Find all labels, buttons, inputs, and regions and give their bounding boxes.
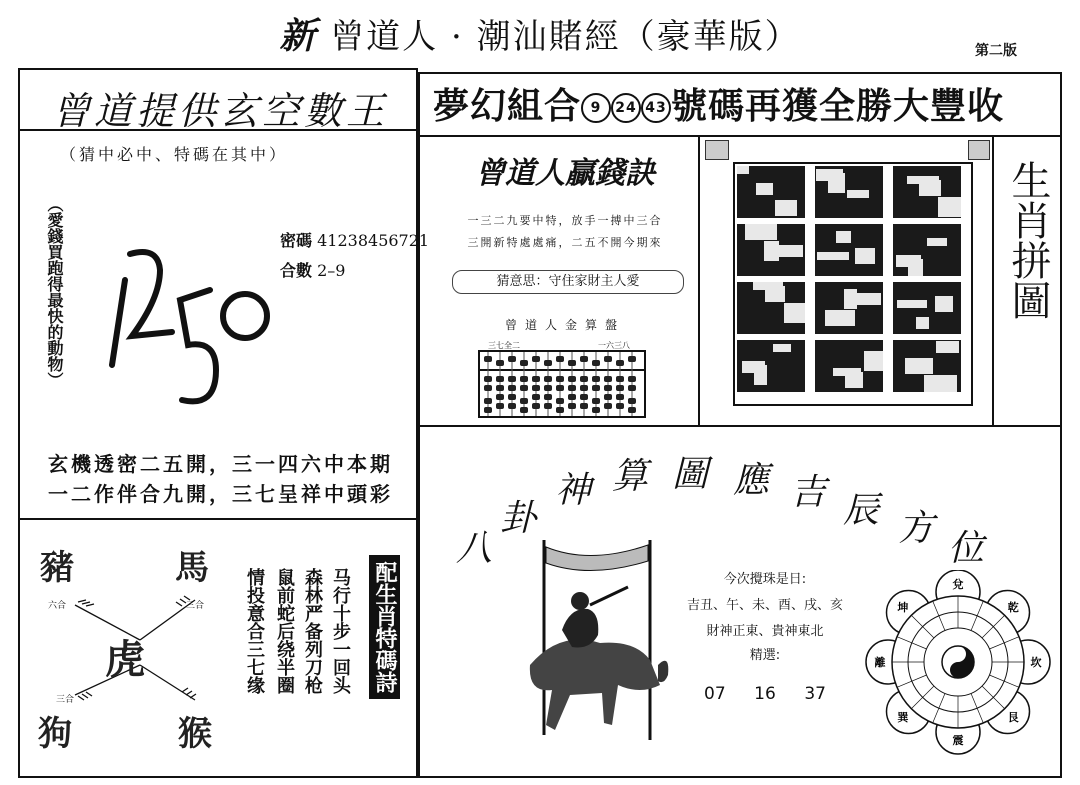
trigram-label: 坎 (1030, 656, 1042, 669)
pick-number-1: 07 (704, 684, 726, 704)
bagua-title-char: 應 (733, 460, 770, 501)
riddle-box: 猜意思：守住家財主人愛 (452, 270, 684, 294)
trigram-label: 兌 (952, 578, 964, 591)
bagua-title-char: 方 (898, 508, 935, 549)
trigram-label: 震 (952, 734, 964, 747)
label-liuhe: 六合 (48, 601, 67, 611)
puzzle-corner-left (705, 140, 729, 160)
new-mark: 新 (279, 15, 318, 57)
winning-title: 曾道人贏錢訣 (475, 156, 655, 191)
zodiac-horse: 馬 (175, 548, 209, 588)
poem-column-1: 马行十步一回头 (330, 568, 351, 694)
combo-number-1: 9 (581, 93, 611, 123)
puzzle-divider (992, 135, 994, 425)
zodiac-dog: 狗 (38, 714, 72, 754)
left-verse-divider (18, 518, 418, 520)
gods-direction: 財神正東、貴神東北 (706, 624, 824, 639)
puzzle-piece (815, 166, 883, 218)
trigram-label: 乾 (1007, 600, 1019, 614)
puzzle-piece (815, 340, 883, 392)
label-sanhe-bottom: 三合 (56, 695, 75, 705)
abacus-illustration (478, 350, 646, 418)
picks-label: 精選: (749, 648, 781, 663)
left-subheading: （猜中必中、特碼在其中） (60, 145, 289, 164)
zodiac-monkey: 猴 (178, 714, 212, 754)
right-heading-divider (418, 135, 1062, 137)
winning-line-1: 一三二九要中特，放手一搏中三合 (467, 214, 663, 227)
edition-label: 第二版 (975, 43, 1017, 59)
winning-line-2: 三開新特處處痛，二五不開今期來 (467, 236, 663, 249)
puzzle-corner-right (968, 140, 990, 160)
bagua-title-char: 位 (948, 528, 985, 569)
bagua-wheel (858, 570, 1058, 755)
verse-line-2: 一二作伴合九開，三七呈祥中頭彩 (48, 482, 393, 506)
puzzle-piece (893, 224, 961, 276)
code-label: 密碼 (280, 231, 313, 250)
poem-column-3: 鼠前蛇后绕半圈 (274, 568, 295, 694)
combo-prefix: 夢幻組合 (433, 86, 582, 127)
right-middle-divider (418, 425, 1062, 427)
puzzle-title: 生肖拼圖 (1005, 160, 1051, 320)
puzzle-piece (893, 166, 961, 218)
puzzle-piece (737, 166, 805, 218)
verse-line-1: 玄機透密二五開，三一四六中本期 (48, 452, 393, 476)
sum-value: 2–9 (317, 261, 346, 280)
puzzle-piece (737, 340, 805, 392)
draw-days: 吉丑、午、未、酉、戌、亥 (686, 598, 843, 613)
bagua-title-char: 神 (555, 470, 592, 511)
poem-column-4: 情投意合三七缘 (244, 568, 265, 694)
abacus-left-label: 三七全二 (488, 341, 520, 350)
combo-suffix: 號碼再獲全勝大豐收 (671, 86, 1005, 127)
poem-column-2: 森林严备列刀枪 (302, 568, 323, 694)
puzzle-piece (737, 224, 805, 276)
combo-number-2: 24 (611, 93, 641, 123)
poem-title: 配生肖特碼詩 (369, 555, 400, 699)
general-horse-illustration (500, 535, 670, 745)
vertical-riddle: （愛錢買跑得最快的動物） (45, 196, 64, 388)
bagua-title-char: 吉 (790, 472, 827, 513)
bagua-title-char: 辰 (843, 490, 880, 531)
title-text: 曾道人 · 潮汕賭經（豪華版） (330, 17, 801, 57)
combo-heading (433, 78, 1043, 129)
winning-panel-divider (698, 135, 700, 425)
puzzle-piece (893, 340, 961, 392)
label-sanhe-top: 三合 (186, 601, 205, 611)
abacus-right-label: 一六三八 (598, 341, 630, 350)
bagua-title-char: 卦 (500, 498, 537, 539)
code-value: 41238456721 (317, 231, 430, 250)
trigram-label: 離 (874, 656, 886, 669)
page-title (0, 8, 1080, 59)
pick-number-2: 16 (754, 684, 776, 704)
bagua-title-char: 圖 (672, 454, 709, 495)
left-heading: 曾道提供玄空數王 (51, 89, 388, 133)
bagua-title-char: 八 (456, 528, 493, 569)
trigram-label: 坤 (897, 600, 909, 614)
puzzle-piece (737, 282, 805, 334)
bagua-title-char: 算 (612, 456, 649, 497)
combo-number-3: 43 (641, 93, 671, 123)
picks-numbers (670, 684, 860, 704)
puzzle-piece (815, 282, 883, 334)
handwritten-number (100, 240, 290, 420)
zodiac-tiger: 虎 (105, 636, 145, 683)
code-row (280, 228, 429, 251)
abacus-title: 曾道人金算盤 (504, 318, 625, 332)
trigram-label: 艮 (1007, 711, 1019, 725)
puzzle-piece (893, 282, 961, 334)
sum-label: 合數 (280, 261, 313, 280)
trigram-label: 巽 (897, 711, 909, 725)
draw-day-label: 今次攪珠是日: (723, 572, 807, 587)
pick-number-3: 37 (804, 684, 826, 704)
puzzle-piece (815, 224, 883, 276)
zodiac-pig: 豬 (40, 548, 74, 588)
